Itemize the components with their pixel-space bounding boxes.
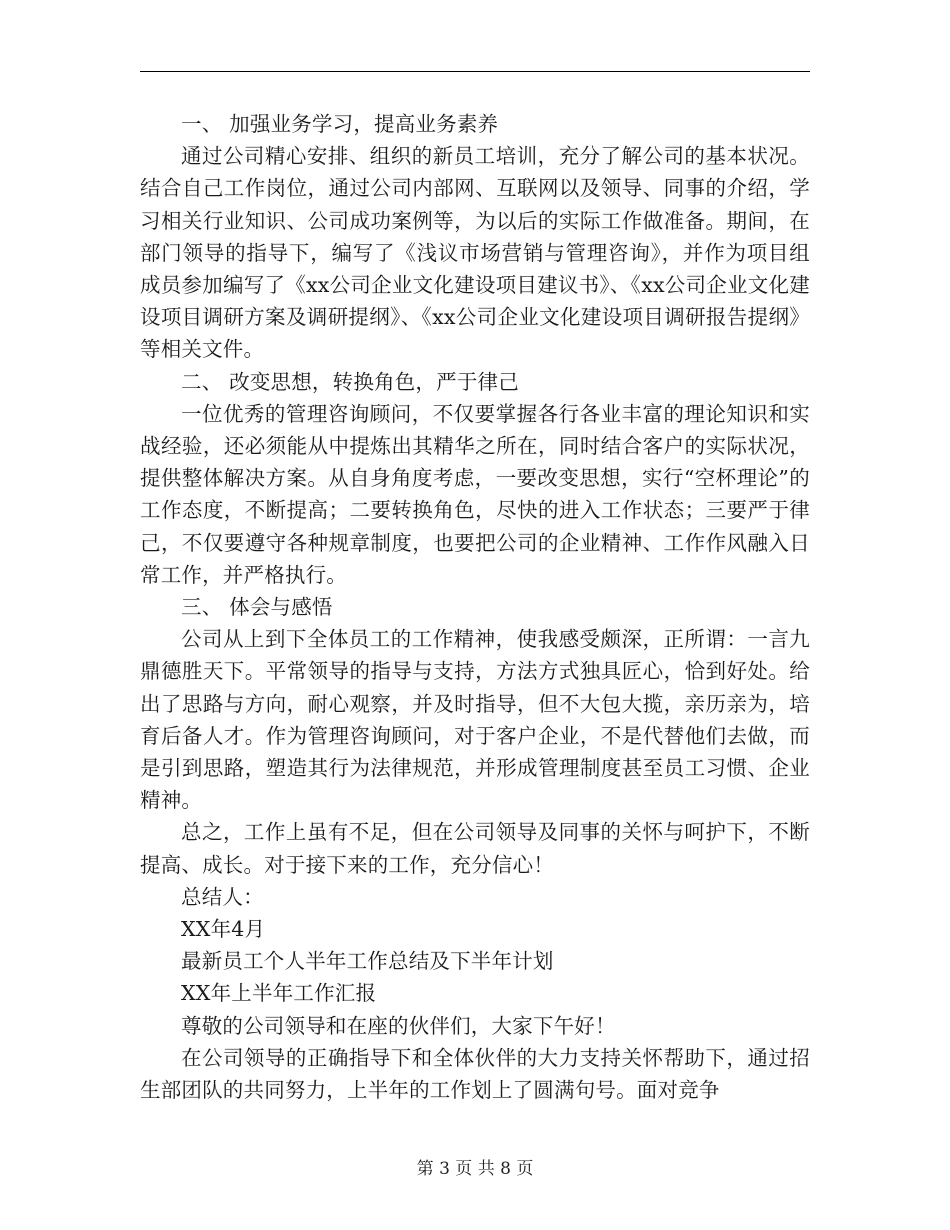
paragraph-3: 公司从上到下全体员工的工作精神，使我感受颇深，正所谓：一言九鼎德胜天下。平常领导的指导与支持，方法方式独具匠心，恰到好处。给出了思路与方向，耐心观察，并及时指导，但不大包大揽，亲历亲为，培育后备人才。作为管理咨询顾问，对于客户企业，不是代替他们去做，而是引到思路，塑造其行为法律规范，并形成管理制度甚至员工习惯、企业精神。 — [140, 627, 810, 813]
paragraph-4: 总之，工作上虽有不足，但在公司领导及同事的关怀与呵护下，不断提高、成长。对于接下来的工作，充分信心！ — [140, 820, 810, 877]
section-heading-3: 三、 体会与感悟 — [181, 595, 333, 620]
section-heading-1: 一、 加强业务学习，提高业务素养 — [181, 112, 499, 136]
document-title-2: 最新员工个人半年工作总结及下半年计划 — [181, 949, 554, 974]
header-rule — [140, 71, 810, 72]
document-body — [140, 108, 810, 1106]
greeting-line: 尊敬的公司领导和在座的伙伴们，大家下午好！ — [181, 1013, 616, 1038]
paragraph-2: 一位优秀的管理咨询顾问，不仅要掌握各行各业丰富的理论知识和实战经验，还必须能从中提炼出其精华之所在，同时结合客户的实际状况，提供整体解决方案。从自身角度考虑，一要改变思想，实行“空杯理论”的工作态度，不断提高；二要转换角色，尽快的进入工作状态；三要严于律己，不仅要遵守各种规章制度，也要把公司的企业精神、工作作风融入日常工作，并严格执行。 — [140, 401, 810, 587]
paragraph-1: 通过公司精心安排、组织的新员工培训，充分了解公司的基本状况。结合自己工作岗位，通过公司内部网、互联网以及领导、同事的介绍，学习相关行业知识、公司成功案例等，为以后的实际工作做准备。期间，在部门领导的指导下，编写了《浅议市场营销与管理咨询》，并作为项目组成员参加编写了《xx公司企业文化建设项目建议书》、《xx公司企业文化建设项目调研方案及调研提纲》、《xx公司企业文化建设项目调研报告提纲》等相关文件。 — [140, 144, 810, 362]
signature-date: XX年4月 — [181, 917, 266, 942]
paragraph-5: 在公司领导的正确指导下和全体伙伴的大力支持关怀帮助下，通过招生部团队的共同努力，上半年的工作划上了圆满句号。面对竞争 — [140, 1045, 810, 1103]
signature-label: 总结人： — [181, 884, 264, 909]
report-title: XX年上半年工作汇报 — [181, 981, 377, 1006]
page-footer: 第 3 页 共 8 页 — [416, 1159, 534, 1179]
section-heading-2: 二、 改变思想，转换角色，严于律己 — [181, 369, 519, 394]
